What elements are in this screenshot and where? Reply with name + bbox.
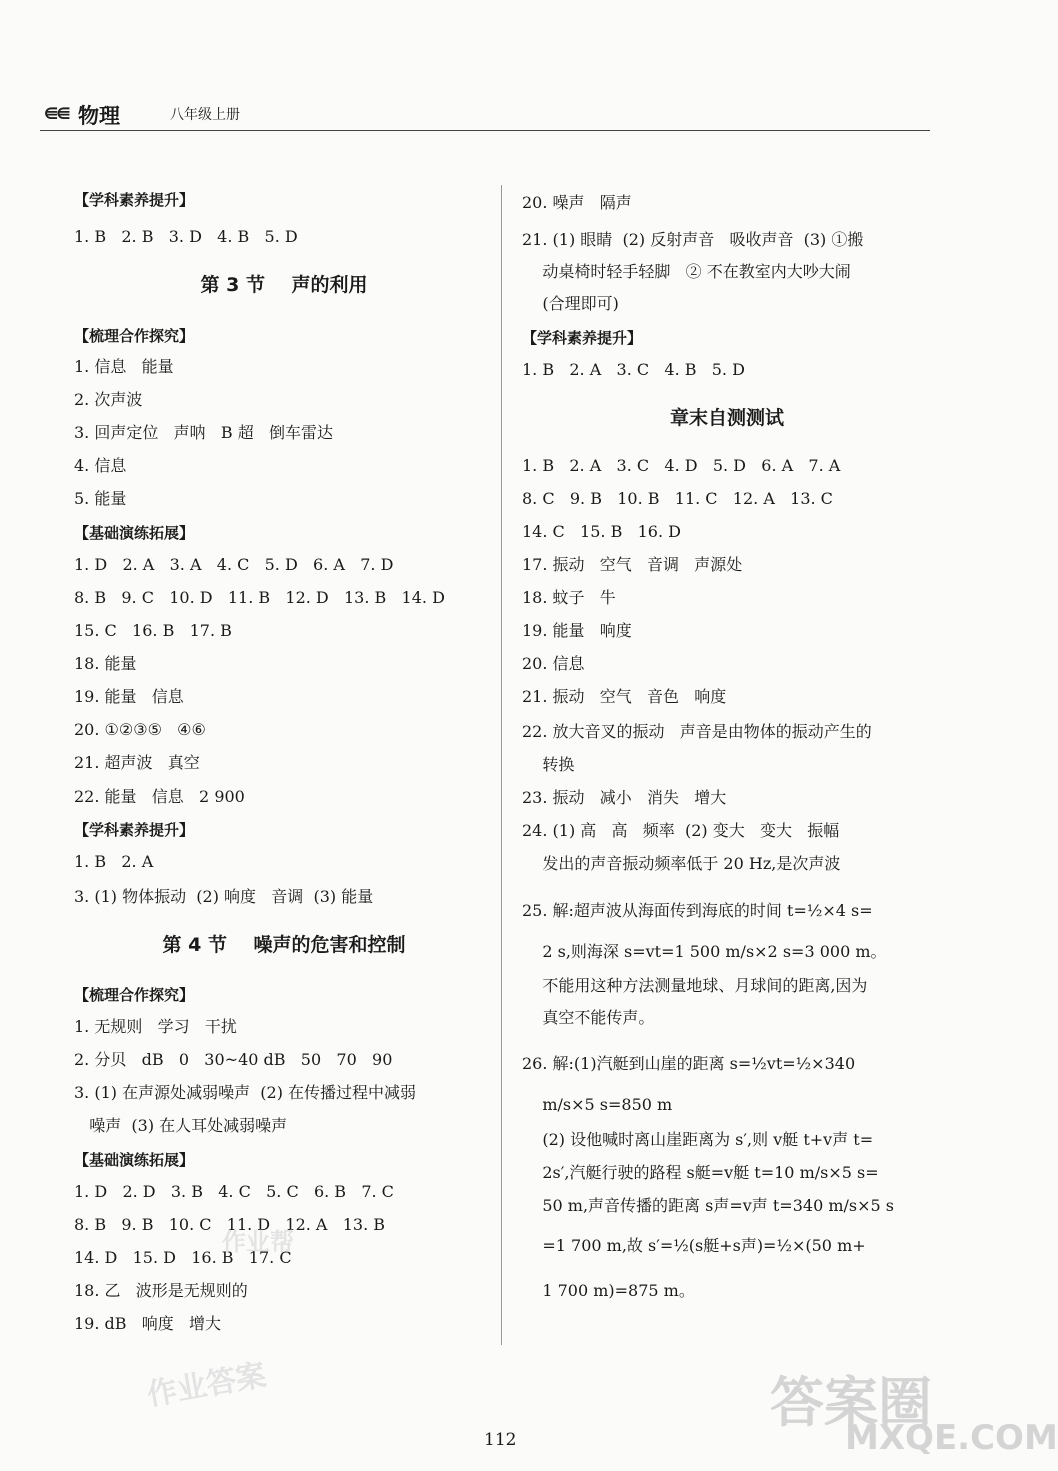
answer-line: 15. C 16. B 17. B <box>74 621 232 640</box>
answer-line: 19. dB 响度 增大 <box>74 1314 222 1333</box>
answer-line: 26. 解:(1)汽艇到山崖的距离 s=½vt=½×340 <box>522 1054 856 1073</box>
answer-line: 23. 振动 减小 消失 增大 <box>522 788 727 807</box>
watermark-url: MXQE.COM <box>845 1418 1058 1458</box>
answer-line: 1. B 2. B 3. D 4. B 5. D <box>74 227 298 246</box>
section-heading: 【学科素养提升】 <box>74 191 195 209</box>
section-heading: 【梳理合作探究】 <box>74 986 195 1004</box>
answer-line: 1. B 2. A 3. C 4. B 5. D <box>522 360 745 379</box>
answer-line: 1. B 2. A 3. C 4. D 5. D 6. A 7. A <box>522 456 841 475</box>
answer-line: 2 s,则海深 s=vt=1 500 m/s×2 s=3 000 m。 <box>522 942 887 961</box>
lesson-title: 章末自测测试 <box>669 407 784 429</box>
watermark-faint-2: 作业帮 <box>222 1228 294 1256</box>
answer-line: 真空不能传声。 <box>522 1008 655 1027</box>
answer-line: m/s×5 s=850 m <box>522 1095 673 1114</box>
answer-line: 14. D 15. D 16. B 17. C <box>74 1248 292 1267</box>
lesson-title: 第 3 节 声的利用 <box>200 274 368 296</box>
answer-line: 2. 次声波 <box>74 390 143 409</box>
answer-line: 19. 能量 信息 <box>74 687 184 706</box>
answer-line: 1. 无规则 学习 干扰 <box>74 1017 237 1036</box>
subject-label: 物理 <box>78 104 120 128</box>
answer-line: 22. 放大音叉的振动 声音是由物体的振动产生的 <box>522 722 872 741</box>
answer-line: 20. ①②③⑤ ④⑥ <box>74 720 206 739</box>
answer-line: 8. B 9. B 10. C 11. D 12. A 13. B <box>74 1215 386 1234</box>
page-header <box>40 96 930 131</box>
answer-line: 3. 回声定位 声呐 B 超 倒车雷达 <box>74 423 333 442</box>
logo-icon: ⋹⋹ <box>44 104 69 123</box>
answer-line: 21. 振动 空气 音色 响度 <box>522 687 727 706</box>
answer-line: 18. 蚊子 牛 <box>522 588 616 607</box>
answer-line: 25. 解:超声波从海面传到海底的时间 t=½×4 s= <box>522 901 873 920</box>
answer-line: 14. C 15. B 16. D <box>522 522 681 541</box>
answer-line: (合理即可) <box>522 294 619 313</box>
answer-line: 20. 噪声 隔声 <box>522 193 632 212</box>
answer-line: 19. 能量 响度 <box>522 621 632 640</box>
answer-line: 22. 能量 信息 2 900 <box>74 787 245 806</box>
answer-line: 1. 信息 能量 <box>74 357 174 376</box>
column-divider <box>501 185 502 1345</box>
section-heading: 【基础演练拓展】 <box>74 1151 195 1169</box>
answer-line: 21. 超声波 真空 <box>74 753 200 772</box>
answer-line: 5. 能量 <box>74 489 127 508</box>
answer-line: 8. C 9. B 10. B 11. C 12. A 13. C <box>522 489 833 508</box>
answer-line: 2. 分贝 dB 0 30~40 dB 50 70 90 <box>74 1050 393 1069</box>
answer-line: 18. 能量 <box>74 654 137 673</box>
answer-line: 3. (1) 在声源处减弱噪声 (2) 在传播过程中减弱 <box>74 1083 417 1102</box>
watermark-faint: 作业答案 <box>144 1357 269 1414</box>
section-heading: 【学科素养提升】 <box>74 821 195 839</box>
answer-line: 17. 振动 空气 音调 声源处 <box>522 555 743 574</box>
answer-line: 18. 乙 波形是无规则的 <box>74 1281 248 1300</box>
answer-line: (2) 设他喊时离山崖距离为 s′,则 v艇 t+v声 t= <box>522 1130 874 1149</box>
answer-line: 1. B 2. A <box>74 852 154 871</box>
answer-line: 转换 <box>522 755 575 774</box>
answer-line: 8. B 9. C 10. D 11. B 12. D 13. B 14. D <box>74 588 445 607</box>
answer-line: 3. (1) 物体振动 (2) 响度 音调 (3) 能量 <box>74 887 374 906</box>
answer-line: 发出的声音振动频率低于 20 Hz,是次声波 <box>522 854 841 873</box>
grade-label: 八年级上册 <box>170 107 240 123</box>
answer-line: 噪声 (3) 在人耳处减弱噪声 <box>74 1116 288 1135</box>
answer-line: 2s′,汽艇行驶的路程 s艇=v艇 t=10 m/s×5 s= <box>522 1163 879 1182</box>
lesson-title: 第 4 节 噪声的危害和控制 <box>162 934 406 956</box>
answer-line: 24. (1) 高 高 频率 (2) 变大 变大 振幅 <box>522 821 840 840</box>
section-heading: 【基础演练拓展】 <box>74 524 195 542</box>
section-heading: 【学科素养提升】 <box>522 329 643 347</box>
page-number: 112 <box>484 1430 517 1450</box>
answer-line: 1. D 2. D 3. B 4. C 5. C 6. B 7. C <box>74 1182 394 1201</box>
answer-line: 50 m,声音传播的距离 s声=v声 t=340 m/s×5 s <box>522 1196 894 1215</box>
answer-line: 20. 信息 <box>522 654 585 673</box>
section-heading: 【梳理合作探究】 <box>74 327 195 345</box>
watermark-logo: 答案圈 <box>770 1371 932 1434</box>
answer-line: 21. (1) 眼睛 (2) 反射声音 吸收声音 (3) ①搬 <box>522 230 864 249</box>
answer-line: =1 700 m,故 s′=½(s艇+s声)=½×(50 m+ <box>522 1236 866 1255</box>
answer-line: 4. 信息 <box>74 456 127 475</box>
answer-line: 不能用这种方法测量地球、月球间的距离,因为 <box>522 976 868 995</box>
answer-line: 1. D 2. A 3. A 4. C 5. D 6. A 7. D <box>74 555 394 574</box>
answer-line: 1 700 m)=875 m。 <box>522 1281 695 1300</box>
answer-line: 动桌椅时轻手轻脚 ② 不在教室内大吵大闹 <box>522 262 851 281</box>
